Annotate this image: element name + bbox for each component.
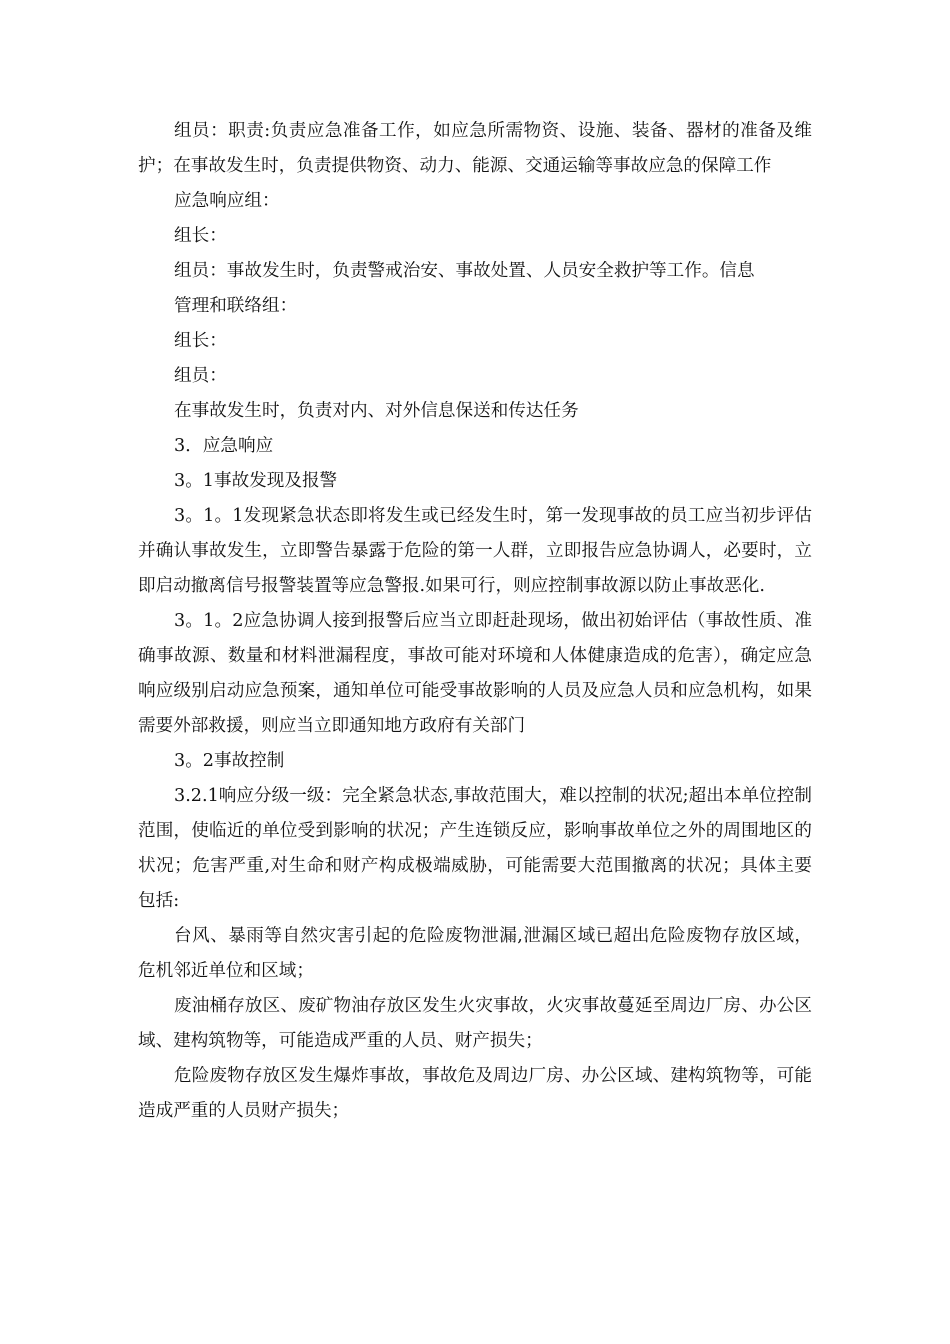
paragraph-logistics-group-members: 组员：职责:负责应急准备工作，如应急所需物资、设施、装备、器材的准备及维护；在事故发生时，负责提供物资、动力、能源、交通运输等事故应急的保障工作	[138, 121, 812, 176]
paragraph-info-liaison-duty: 在事故发生时，负责对内、对外信息保送和传达任务	[174, 401, 579, 421]
paragraph-response-group-members: 组员：事故发生时，负责警戒治安、事故处置、人员安全救护等工作。信息	[174, 261, 755, 281]
paragraph-section-3-1-2: 3。1。2应急协调人接到报警后应当立即赶赴现场，做出初始评估（事故性质、准确事故源、数量和材料泄漏程度，事故可能对环境和人体健康造成的危害），确定应急响应级别启动应急预案，通知单位可能受事故影响的人员及应急人员和应急机构，如果需要外部救援，则应当立即通知地方政府有关部门	[138, 611, 812, 736]
label-group-leader: 组长：	[174, 331, 227, 351]
heading-info-liaison-group: 管理和联络组：	[174, 296, 298, 316]
heading-section-3: 3．应急响应	[174, 436, 274, 456]
paragraph-list-item-explosion: 危险废物存放区发生爆炸事故，事故危及周边厂房、办公区域、建构筑物等，可能造成严重的人员财产损失；	[138, 1066, 812, 1121]
heading-emergency-response-group: 应急响应组：	[174, 191, 280, 211]
paragraph-list-item-typhoon: 台风、暴雨等自然灾害引起的危险废物泄漏,泄漏区域已超出危险废物存放区域，危机邻近单位和区域；	[138, 926, 812, 981]
heading-section-3-2: 3。2事故控制	[174, 751, 285, 771]
heading-section-3-1: 3。1事故发现及报警	[174, 471, 338, 491]
label-group-leader: 组长：	[174, 226, 227, 246]
paragraph-section-3-1-1: 3。1。1发现紧急状态即将发生或已经发生时，第一发现事故的员工应当初步评估并确认事故发生，立即警告暴露于危险的第一人群，立即报告应急协调人，必要时，立即启动撤离信号报警装置等应急警报.如果可行，则应控制事故源以防止事故恶化.	[138, 506, 812, 596]
label-group-members: 组员：	[174, 366, 227, 386]
paragraph-section-3-2-1: 3.2.1响应分级一级：完全紧急状态,事故范围大，难以控制的状况;超出本单位控制范围，使临近的单位受到影响的状况；产生连锁反应，影响事故单位之外的周围地区的状况；危害严重,对生命和财产构成极端威胁，可能需要大范围撤离的状况；具体主要包括:	[138, 786, 812, 911]
paragraph-list-item-fire: 废油桶存放区、废矿物油存放区发生火灾事故，火灾事故蔓延至周边厂房、办公区域、建构筑物等，可能造成严重的人员、财产损失；	[138, 996, 812, 1051]
